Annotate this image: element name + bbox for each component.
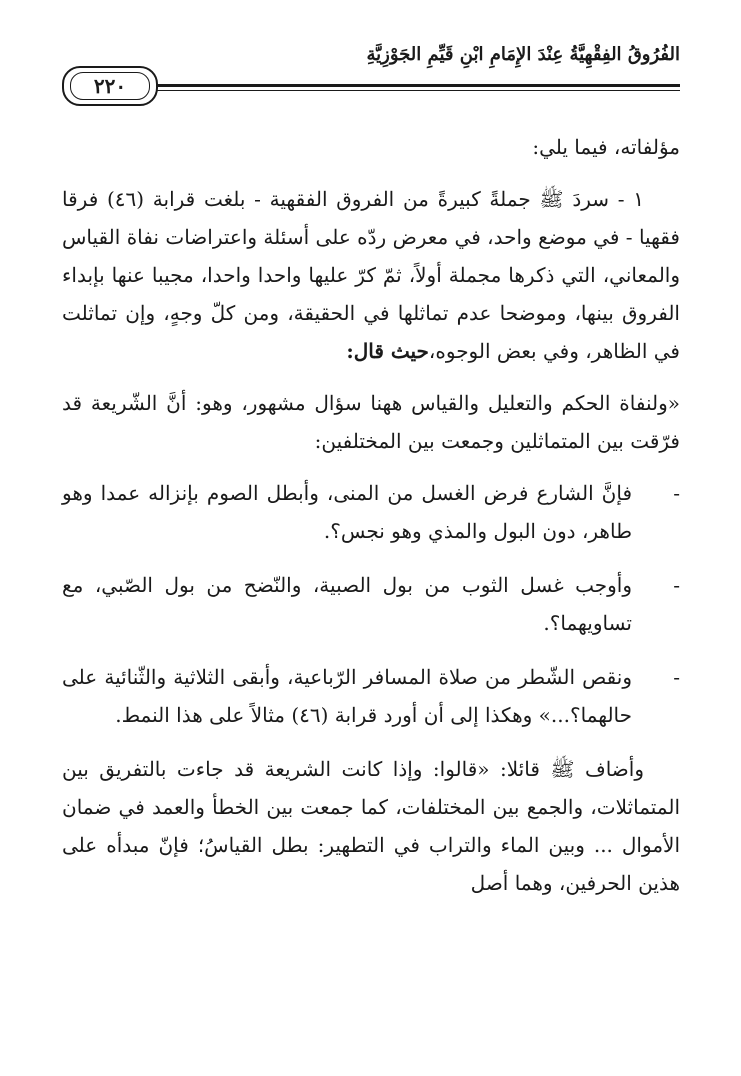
bullet-dash: - [673,665,680,689]
header-rule-thick [122,84,680,87]
bullet-dash: - [673,573,680,597]
header-rule-thin [122,90,680,91]
page-number-frame [62,66,158,106]
intro-line: مؤلفاته، فيما يلي: [532,135,680,159]
page-number: ٢٢٠ [70,72,150,100]
list-item-text: وأوجب غسل الثوب من بول الصبية، والنّضح من بول الصّبي، مع تساويهما؟. [62,573,632,635]
list-item [62,474,680,550]
paragraph-1-lead-in: حيث قال: [346,339,429,363]
list-item-text: فإنَّ الشارع فرض الغسل من المنى، وأبطل الصوم بإنزاله عمدا وهو طاهر، دون البول والمذي وهو نجس؟. [62,481,632,543]
list-item [62,658,680,734]
quote-opening: «ولنفاة الحكم والتعليل والقياس ههنا سؤال مشهور، وهو: أنَّ الشّريعة قد فرّقت بين المتماثلين وجمعت بين المختلفين: [62,391,680,453]
running-title: الفُرُوقُ الفِقْهِيَّةُ عِنْدَ الإِمَامِ ابْنِ قَيِّمِ الجَوْزِيَّةِ [366,44,680,65]
list-item-text: ونقص الشّطر من صلاة المسافر الرّباعية، وأبقى الثلاثية والثّنائية على حالهما؟...» وهكذا إلى أن أورد قرابة (٤٦) مثالاً على هذا النمط. [62,665,632,727]
paragraph-1 [62,180,680,370]
body-text [62,128,680,916]
page-header [62,44,680,104]
paragraph-2: وأضاف ﷺ قائلا: «قالوا: وإذا كانت الشريعة قد جاءت بالتفريق بين المتماثلات، والجمع بين المختلفات، كما جمعت بين الخطأ والعمد في ضمان الأموال ... وبين الماء والتراب في التطهير: بطل القياسُ؛ فإنّ مبدأه على هذين الحرفين، وهما أصل [62,757,680,895]
paragraph-1-text: ١ - سردَ ﷺ جملةً كبيرةً من الفروق الفقهية - بلغت قرابة (٤٦) فرقا فقهيا - في موضع واحد، في معرض ردّه على أسئلة واعتراضات نفاة القياس والمعاني، التي ذكرها مجملة أولاً، ثمّ كرّ عليها واحدا واحدا، مجيبا عنها بإبداء الفروق بينها، وموضحا عدم تماثلها في الحقيقة، ومن كلّ وجهٍ، وإن تماثلت في الظاهر، وفي بعض الوجوه، [62,187,680,363]
bullet-dash: - [673,481,680,505]
list-item [62,566,680,642]
